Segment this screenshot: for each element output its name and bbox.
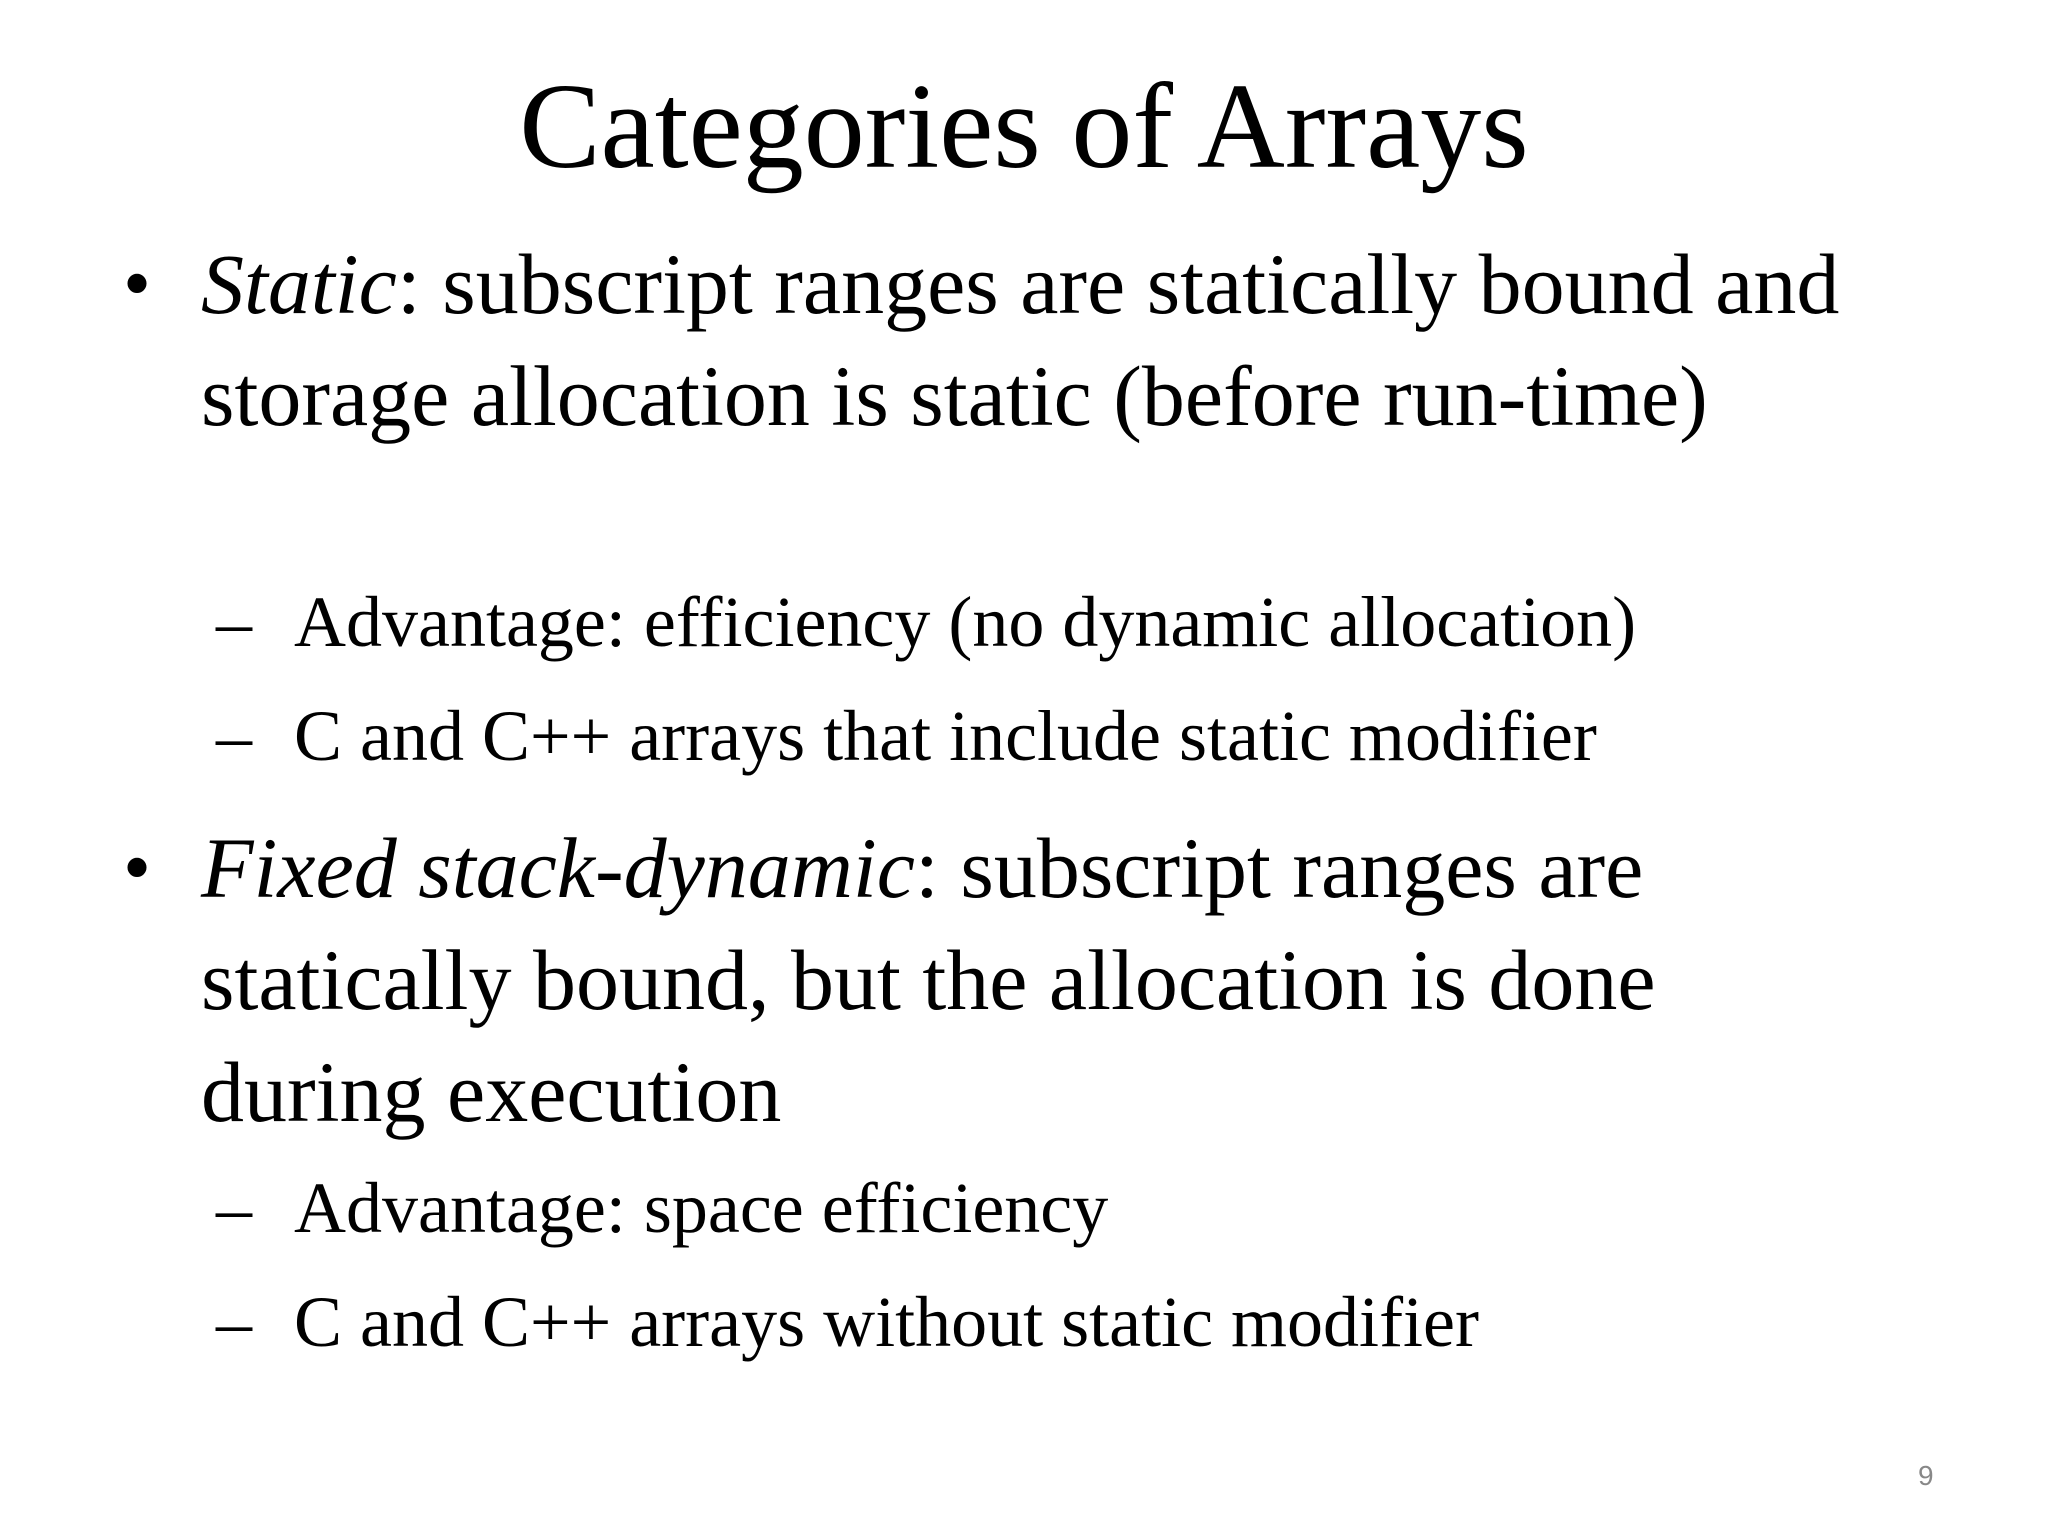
bullet-term: Fixed stack-dynamic <box>201 820 915 916</box>
subitem-text: Advantage: efficiency (no dynamic allocation) <box>294 582 1637 662</box>
bullet-marker: • <box>123 824 152 912</box>
sub-marker: – <box>216 1282 252 1362</box>
subitem-static-advantage <box>216 578 1856 666</box>
sub-marker: – <box>216 1168 252 1248</box>
bullet-text: subscript ranges are statically bound and storage allocation is static (before run-time) <box>201 236 1840 444</box>
bullet-separator: : <box>914 820 939 916</box>
bullet-term: Static <box>201 236 397 332</box>
sub-marker: – <box>216 696 252 776</box>
subitem-text: C and C++ arrays without static modifier <box>294 1282 1479 1362</box>
slide-title: Categories of Arrays <box>519 59 1529 194</box>
bullet-text: subscript ranges are statically bound, but the allocation is done during execution <box>201 820 1656 1140</box>
page-number: 9 <box>1918 1460 1934 1491</box>
bullet-separator: : <box>396 236 421 332</box>
bullet-static <box>123 228 1841 452</box>
bullet-fixed-stack-dynamic <box>123 812 1841 1148</box>
bullet-marker: • <box>123 240 152 328</box>
subitem-static-example <box>216 692 1856 780</box>
subitem-fixed-advantage <box>216 1164 1856 1252</box>
subitem-text: Advantage: space efficiency <box>294 1168 1109 1248</box>
subitem-text: C and C++ arrays that include static modifier <box>294 696 1597 776</box>
sub-marker: – <box>216 582 252 662</box>
subitem-fixed-example <box>216 1278 1856 1366</box>
